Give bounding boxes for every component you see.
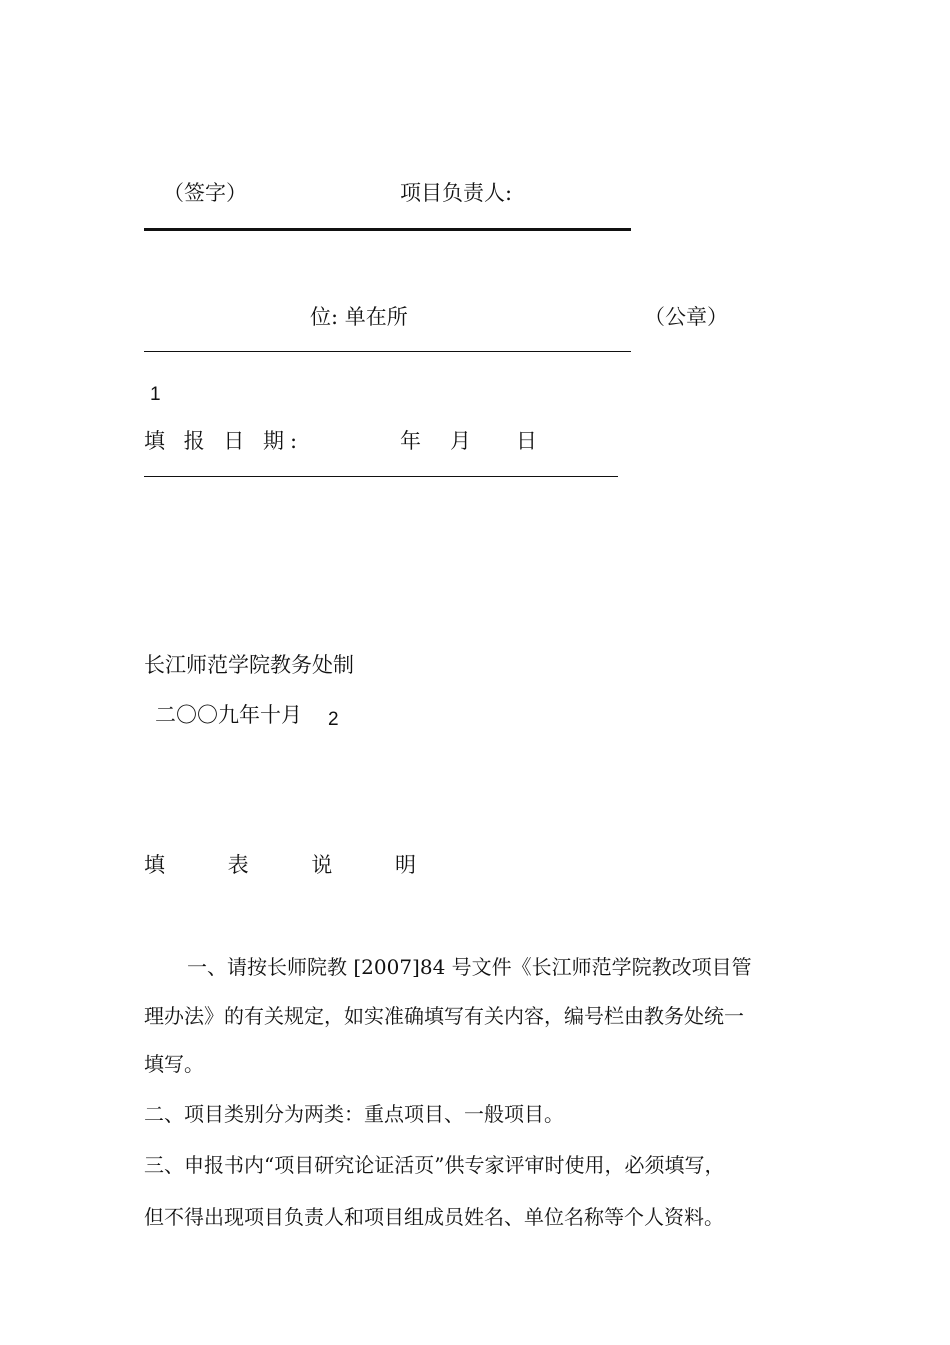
instructions-title: 填 表 说 明	[144, 853, 445, 877]
fill-date-label: 填 报 日 期:	[144, 429, 304, 453]
date-month: 月	[450, 429, 471, 453]
project-leader-label: 项目负责人:	[400, 181, 513, 205]
footnote-marker-1: 1	[150, 384, 161, 405]
unit-label: 位: 单在所	[310, 305, 408, 329]
instruction-1-line-3: 填写。	[144, 1052, 204, 1076]
instruction-1-line-1: 一、请按长师院教 [2007]84 号文件《长江师范学院教改项目管	[187, 955, 752, 979]
instruction-1-line-2: 理办法》的有关规定，如实准确填写有关内容，编号栏由教务处统一	[144, 1004, 744, 1028]
date-day: 日	[516, 429, 537, 453]
instruction-3-line-2: 但不得出现项目负责人和项目组成员姓名、单位名称等个人资料。	[144, 1205, 724, 1229]
issuer-org: 长江师范学院教务处制	[144, 653, 354, 677]
instruction-3-line-1: 三、申报书内“项目研究论证活页”供专家评审时使用，必须填写，	[144, 1153, 725, 1177]
leader-signature-line	[144, 228, 631, 231]
instruction-2: 二、项目类别分为两类：重点项目、一般项目。	[144, 1102, 564, 1126]
seal-note: （公章）	[644, 305, 728, 329]
unit-line	[144, 351, 631, 352]
date-year: 年	[400, 429, 421, 453]
footnote-marker-2: 2	[328, 709, 339, 730]
date-line	[144, 476, 618, 477]
issue-date: 二〇〇九年十月	[155, 703, 302, 727]
sign-note: （签字）	[163, 181, 247, 205]
